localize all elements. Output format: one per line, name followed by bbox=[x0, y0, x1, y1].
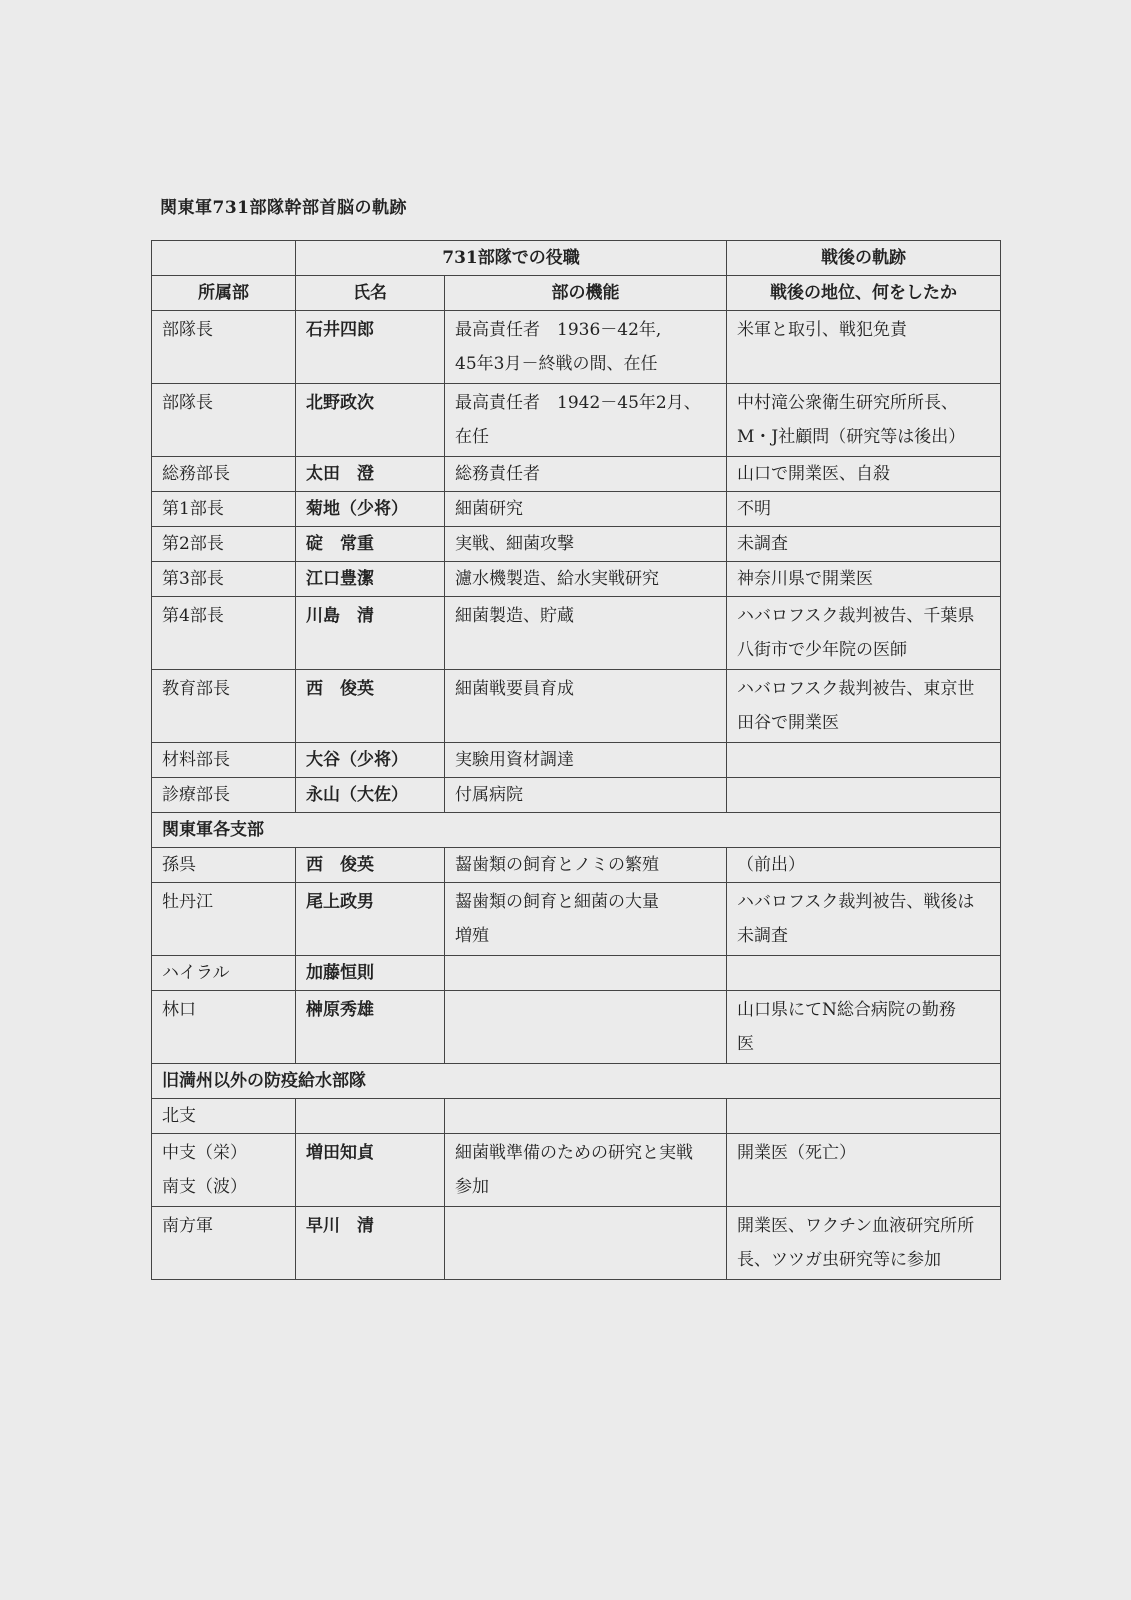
postwar-cell bbox=[727, 527, 1001, 562]
table-row bbox=[152, 848, 1001, 883]
postwar-cell bbox=[727, 311, 1001, 384]
name-cell: 加藤恒則 bbox=[296, 956, 445, 991]
table-row bbox=[152, 597, 1001, 670]
table-row bbox=[152, 956, 1001, 991]
function-cell bbox=[445, 1099, 727, 1134]
cell-line: 齧歯類の飼育とノミの繁殖 bbox=[455, 855, 659, 875]
dept-cell: 教育部長 bbox=[152, 670, 296, 743]
cell-line: 未調査 bbox=[737, 534, 788, 554]
cell-line: 開業医（死亡） bbox=[737, 1143, 856, 1163]
name-cell: 早川 清 bbox=[296, 1207, 445, 1280]
function-cell bbox=[445, 492, 727, 527]
function-cell bbox=[445, 527, 727, 562]
table-row bbox=[152, 1099, 1001, 1134]
officers-table bbox=[151, 240, 1001, 1280]
cell-line: 米軍と取引、戦犯免責 bbox=[737, 320, 907, 340]
header-role-group: 731部隊での役職 bbox=[296, 241, 727, 276]
cell-line: ハイラル bbox=[162, 963, 230, 983]
cell-line: 実験用資材調達 bbox=[455, 750, 574, 770]
header-name: 氏名 bbox=[296, 276, 445, 311]
header-function: 部の機能 bbox=[445, 276, 727, 311]
postwar-cell bbox=[727, 492, 1001, 527]
dept-cell bbox=[152, 883, 296, 956]
cell-line: 医 bbox=[737, 1034, 754, 1054]
section-other-units-label: 旧満州以外の防疫給水部隊 bbox=[152, 1064, 1001, 1099]
cell-line: 45年3月－終戦の間、在任 bbox=[455, 354, 658, 374]
table-row bbox=[152, 670, 1001, 743]
cell-line: 未調査 bbox=[737, 926, 788, 946]
function-cell bbox=[445, 883, 727, 956]
dept-cell bbox=[152, 991, 296, 1064]
cell-line: 細菌研究 bbox=[455, 499, 523, 519]
cell-line: 細菌戦準備のための研究と実戦 bbox=[455, 1143, 693, 1163]
table-row bbox=[152, 384, 1001, 457]
postwar-cell bbox=[727, 562, 1001, 597]
cell-line: 実戦、細菌攻撃 bbox=[455, 534, 574, 554]
postwar-cell bbox=[727, 848, 1001, 883]
name-cell: 増田知貞 bbox=[296, 1134, 445, 1207]
table-row bbox=[152, 991, 1001, 1064]
cell-line: 最高責任者 1936－42年, bbox=[455, 320, 662, 340]
postwar-cell bbox=[727, 1134, 1001, 1207]
dept-cell bbox=[152, 1099, 296, 1134]
function-cell bbox=[445, 743, 727, 778]
cell-line: 細菌製造、貯蔵 bbox=[455, 606, 574, 626]
section-kanto-branches-label: 関東軍各支部 bbox=[152, 813, 1001, 848]
cell-line: 濾水機製造、給水実戦研究 bbox=[455, 569, 659, 589]
section-other-units bbox=[152, 1064, 1001, 1099]
cell-line: 齧歯類の飼育と細菌の大量 bbox=[455, 892, 659, 912]
function-cell bbox=[445, 311, 727, 384]
cell-line: 山口で開業医、自殺 bbox=[737, 464, 890, 484]
cell-line: 林口 bbox=[162, 1000, 196, 1020]
name-cell: 碇 常重 bbox=[296, 527, 445, 562]
cell-line: 北支 bbox=[162, 1106, 196, 1126]
header-row-group bbox=[152, 241, 1001, 276]
postwar-cell bbox=[727, 384, 1001, 457]
postwar-cell bbox=[727, 956, 1001, 991]
section-kanto-branches bbox=[152, 813, 1001, 848]
postwar-cell bbox=[727, 883, 1001, 956]
postwar-cell bbox=[727, 743, 1001, 778]
function-cell bbox=[445, 1207, 727, 1280]
function-cell bbox=[445, 1134, 727, 1207]
dept-cell: 診療部長 bbox=[152, 778, 296, 813]
cell-line: 参加 bbox=[455, 1177, 489, 1197]
cell-line: ハバロフスク裁判被告、東京世 bbox=[737, 679, 975, 699]
postwar-cell bbox=[727, 991, 1001, 1064]
postwar-cell bbox=[727, 457, 1001, 492]
cell-line: 不明 bbox=[737, 499, 771, 519]
name-cell: 石井四郎 bbox=[296, 311, 445, 384]
cell-line: 細菌戦要員育成 bbox=[455, 679, 574, 699]
function-cell bbox=[445, 778, 727, 813]
dept-cell bbox=[152, 1207, 296, 1280]
name-cell: 大谷（少将） bbox=[296, 743, 445, 778]
table-row bbox=[152, 1207, 1001, 1280]
header-empty-cell bbox=[152, 241, 296, 276]
table-row bbox=[152, 1134, 1001, 1207]
function-cell bbox=[445, 457, 727, 492]
table-row bbox=[152, 778, 1001, 813]
dept-cell bbox=[152, 956, 296, 991]
header-postwar-group: 戦後の軌跡 bbox=[727, 241, 1001, 276]
postwar-cell bbox=[727, 778, 1001, 813]
table-row bbox=[152, 743, 1001, 778]
dept-cell: 総務部長 bbox=[152, 457, 296, 492]
dept-cell: 部隊長 bbox=[152, 384, 296, 457]
postwar-cell bbox=[727, 1099, 1001, 1134]
name-cell: 菊地（少将） bbox=[296, 492, 445, 527]
header-row-columns bbox=[152, 276, 1001, 311]
cell-line: 山口県にてN総合病院の勤務 bbox=[737, 1000, 956, 1020]
function-cell bbox=[445, 384, 727, 457]
name-cell: 西 俊英 bbox=[296, 848, 445, 883]
table-row bbox=[152, 883, 1001, 956]
name-cell: 永山（大佐） bbox=[296, 778, 445, 813]
table-row bbox=[152, 457, 1001, 492]
cell-line: 長、ツツガ虫研究等に参加 bbox=[737, 1250, 941, 1270]
table-row bbox=[152, 311, 1001, 384]
header-dept: 所属部 bbox=[152, 276, 296, 311]
dept-cell: 部隊長 bbox=[152, 311, 296, 384]
name-cell: 川島 清 bbox=[296, 597, 445, 670]
postwar-cell bbox=[727, 1207, 1001, 1280]
function-cell bbox=[445, 848, 727, 883]
name-cell bbox=[296, 1099, 445, 1134]
cell-line: 中支（栄） bbox=[162, 1143, 247, 1163]
function-cell bbox=[445, 597, 727, 670]
cell-line: 中村滝公衆衛生研究所所長、 bbox=[737, 393, 958, 413]
document-title: 関東軍731部隊幹部首脳の軌跡 bbox=[160, 198, 407, 218]
dept-cell: 材料部長 bbox=[152, 743, 296, 778]
dept-cell: 第3部長 bbox=[152, 562, 296, 597]
header-postwar: 戦後の地位、何をしたか bbox=[727, 276, 1001, 311]
officers-table-body bbox=[152, 241, 1001, 1280]
cell-line: 付属病院 bbox=[455, 785, 523, 805]
cell-line: 在任 bbox=[455, 427, 489, 447]
function-cell bbox=[445, 991, 727, 1064]
name-cell: 榊原秀雄 bbox=[296, 991, 445, 1064]
table-row bbox=[152, 562, 1001, 597]
table-row bbox=[152, 492, 1001, 527]
name-cell: 尾上政男 bbox=[296, 883, 445, 956]
dept-cell: 第2部長 bbox=[152, 527, 296, 562]
cell-line: 神奈川県で開業医 bbox=[737, 569, 873, 589]
function-cell bbox=[445, 956, 727, 991]
cell-line: 八街市で少年院の医師 bbox=[737, 640, 907, 660]
name-cell: 北野政次 bbox=[296, 384, 445, 457]
cell-line: 孫呉 bbox=[162, 855, 196, 875]
name-cell: 江口豊潔 bbox=[296, 562, 445, 597]
function-cell bbox=[445, 562, 727, 597]
cell-line: 南支（波） bbox=[162, 1177, 247, 1197]
dept-cell bbox=[152, 1134, 296, 1207]
cell-line: 開業医、ワクチン血液研究所所 bbox=[737, 1216, 975, 1236]
dept-cell: 第4部長 bbox=[152, 597, 296, 670]
name-cell: 西 俊英 bbox=[296, 670, 445, 743]
cell-line: 南方軍 bbox=[162, 1216, 213, 1236]
cell-line: 総務責任者 bbox=[455, 464, 540, 484]
function-cell bbox=[445, 670, 727, 743]
cell-line: 田谷で開業医 bbox=[737, 713, 839, 733]
cell-line: ハバロフスク裁判被告、戦後は bbox=[737, 892, 975, 912]
cell-line: M・J社顧問（研究等は後出） bbox=[737, 427, 966, 447]
name-cell: 太田 澄 bbox=[296, 457, 445, 492]
cell-line: 最高責任者 1942－45年2月、 bbox=[455, 393, 701, 413]
cell-line: 牡丹江 bbox=[162, 892, 213, 912]
cell-line: ハバロフスク裁判被告、千葉県 bbox=[737, 606, 975, 626]
table-row bbox=[152, 527, 1001, 562]
postwar-cell bbox=[727, 597, 1001, 670]
dept-cell bbox=[152, 848, 296, 883]
cell-line: （前出） bbox=[737, 855, 805, 875]
postwar-cell bbox=[727, 670, 1001, 743]
cell-line: 増殖 bbox=[455, 926, 489, 946]
dept-cell: 第1部長 bbox=[152, 492, 296, 527]
